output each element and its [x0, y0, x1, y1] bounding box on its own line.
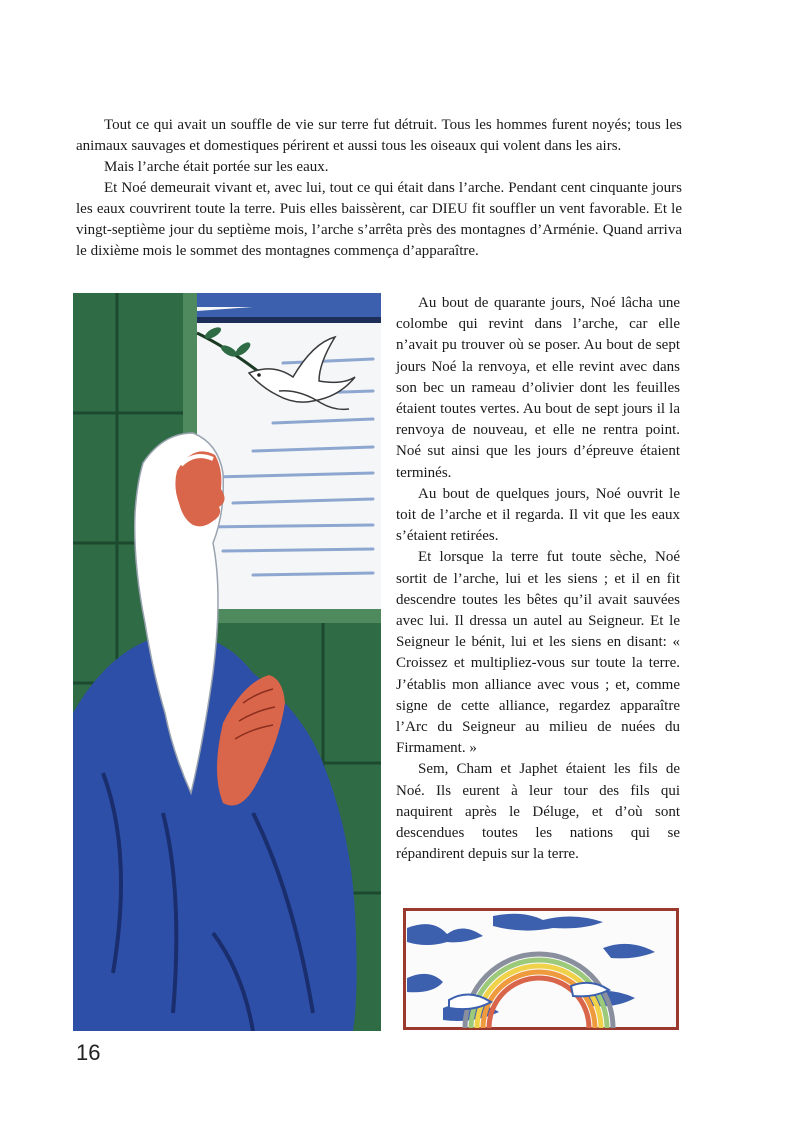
paragraph-roof-opened: Au bout de quelques jours, Noé ouvrit le toit de l’arche et il regarda. Il vit que les eaux s’étaient retirées.: [396, 485, 680, 545]
rainbow-clouds-illustration: [403, 908, 679, 1030]
paragraph-dove: Au bout de quarante jours, Noé lâcha une colombe qui revint dans l’arche, car elle n’avait pu trouver où se poser. Au bout de sept jours Noé la renvoya, et elle revint avec dans son bec un rameau d’olivier dont les feuilles étaient toutes vertes. Au bout de sept jours il la renvoya de nouveau, et elle ne rentra point. Noé sut ainsi que les jours d’épreuve étaient terminés.: [396, 295, 680, 481]
paragraph-sons: Sem, Cham et Japhet étaient les fils de Noé. Ils eurent à leur tour des fils qui naquirent après le Déluge, et d’où sont descendues toutes les nations qui se répandirent depuis sur la terre.: [396, 761, 680, 863]
page-number: 16: [76, 1040, 101, 1065]
paragraph-covenant: Et lorsque la terre fut toute sèche, Noé sortit de l’arche, lui et les siens ; et il en fit descendre toutes les bêtes qu’il avait sauvées avec lui. Il dressa un autel au Seigneur. Et le Seigneur le bénit, lui et les siens en disant: « Croissez et multipliez-vous sur toute la terre. J’établis mon alliance avec vous ; et, comme signe de cette alliance, regardez apparaître l’Arc du Seigneur au milieu de nuées du Firmament. »: [396, 549, 680, 757]
noah-praying-dove-illustration: [73, 293, 381, 1031]
paragraph-waters-recede: Et Noé demeurait vivant et, avec lui, tout ce qui était dans l’arche. Pendant cent cinquante jours les eaux couvrirent toute la terre. Puis elles baissèrent, car DIEU fit souffler un vent favorable. Et le vingt-septième jour du septième mois, l’arche s’arrêta près des montagnes d’Arménie. Quand arriva le dixième mois le sommet des montagnes commença d’apparaître.: [76, 180, 682, 259]
paragraph-ark-carried: Mais l’arche était portée sur les eaux.: [104, 159, 329, 175]
paragraph-destruction: Tout ce qui avait un souffle de vie sur terre fut détruit. Tous les hommes furent noyés; tous les animaux sauvages et domestiques périrent et aussi tous les oiseaux qui volent dans les airs.: [76, 117, 682, 154]
top-text-block: [76, 115, 682, 262]
right-text-block: [396, 293, 680, 865]
